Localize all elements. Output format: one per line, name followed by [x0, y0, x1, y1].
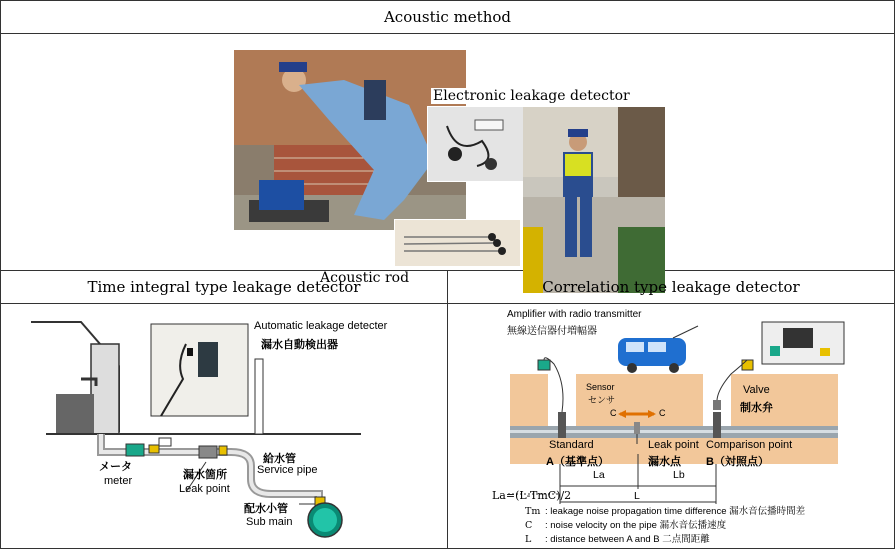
la-label: La — [593, 469, 605, 481]
comparison-en-label: Comparison point — [706, 439, 793, 451]
meter-en-label: meter — [104, 475, 133, 487]
amplifier-en-label: Amplifier with radio transmitter — [507, 309, 642, 320]
acoustic-rod-photo — [394, 219, 521, 267]
time-integral-title: Time integral type leakage detector — [87, 278, 361, 296]
sub-main-jp-label: 配水小管 — [244, 503, 288, 515]
valve-jp-label: 制水弁 — [740, 402, 773, 414]
standard-en-label: Standard — [549, 439, 594, 451]
street-worker-photo — [523, 107, 665, 293]
electronic-detector-photo — [427, 106, 525, 182]
lb-label: Lb — [673, 469, 685, 481]
standard-jp-label: A（基準点） — [546, 456, 609, 468]
auto-detector-jp-label: 漏水自動検出器 — [261, 339, 338, 351]
leak-en-label: Leak point — [648, 439, 699, 451]
legend-item: C : noise velocity on the pipe 漏水音伝播速度 — [525, 520, 727, 531]
electronic-detector-label: Electronic leakage detector — [433, 88, 630, 104]
service-pipe-en-label: Service pipe — [257, 464, 318, 476]
service-pipe-jp-label: 給水管 — [263, 453, 296, 465]
correlation-title: Correlation type leakage detector — [542, 278, 800, 296]
correlation-diagram-cell — [448, 304, 895, 549]
leak-point-jp-label: 漏水箇所 — [183, 469, 227, 481]
acoustic-method-header — [1, 1, 895, 34]
legend-list — [525, 505, 805, 547]
time-integral-diagram-cell — [1, 304, 448, 549]
acoustic-method-cell — [1, 34, 895, 286]
sensor-jp-label: センサ — [588, 395, 616, 405]
time-integral-header — [1, 271, 448, 304]
leak-point-en-label: Leak point — [179, 483, 230, 495]
l-label: L — [634, 490, 640, 502]
acoustic-method-title: Acoustic method — [383, 8, 512, 26]
sub-main-en-label: Sub main — [246, 516, 293, 528]
amplifier-jp-label: 無線送信器付増幅器 — [507, 326, 597, 337]
legend-item: L : distance between A and B 二点間距離 — [525, 534, 710, 545]
valve-en-label: Valve — [743, 384, 770, 396]
auto-detector-en-label: Automatic leakage detecter — [254, 320, 388, 332]
meter-jp-label: メータ — [99, 461, 132, 473]
c-left-label: C — [610, 408, 617, 418]
correlation-header — [448, 271, 895, 304]
leak-jp-label: 漏水点 — [648, 456, 681, 468]
formula-label: La=(L-TmC)/2 — [492, 489, 572, 502]
time-integral-diagram — [1, 304, 453, 548]
sensor-en-label: Sensor — [586, 382, 615, 392]
c-right-label: C — [659, 408, 666, 418]
legend-item: Tm : leakage noise propagation time difference 漏水音伝播時間差 — [525, 506, 806, 517]
acoustic-rod-label: Acoustic rod — [320, 270, 410, 286]
comparison-jp-label: B（対照点） — [706, 456, 769, 468]
